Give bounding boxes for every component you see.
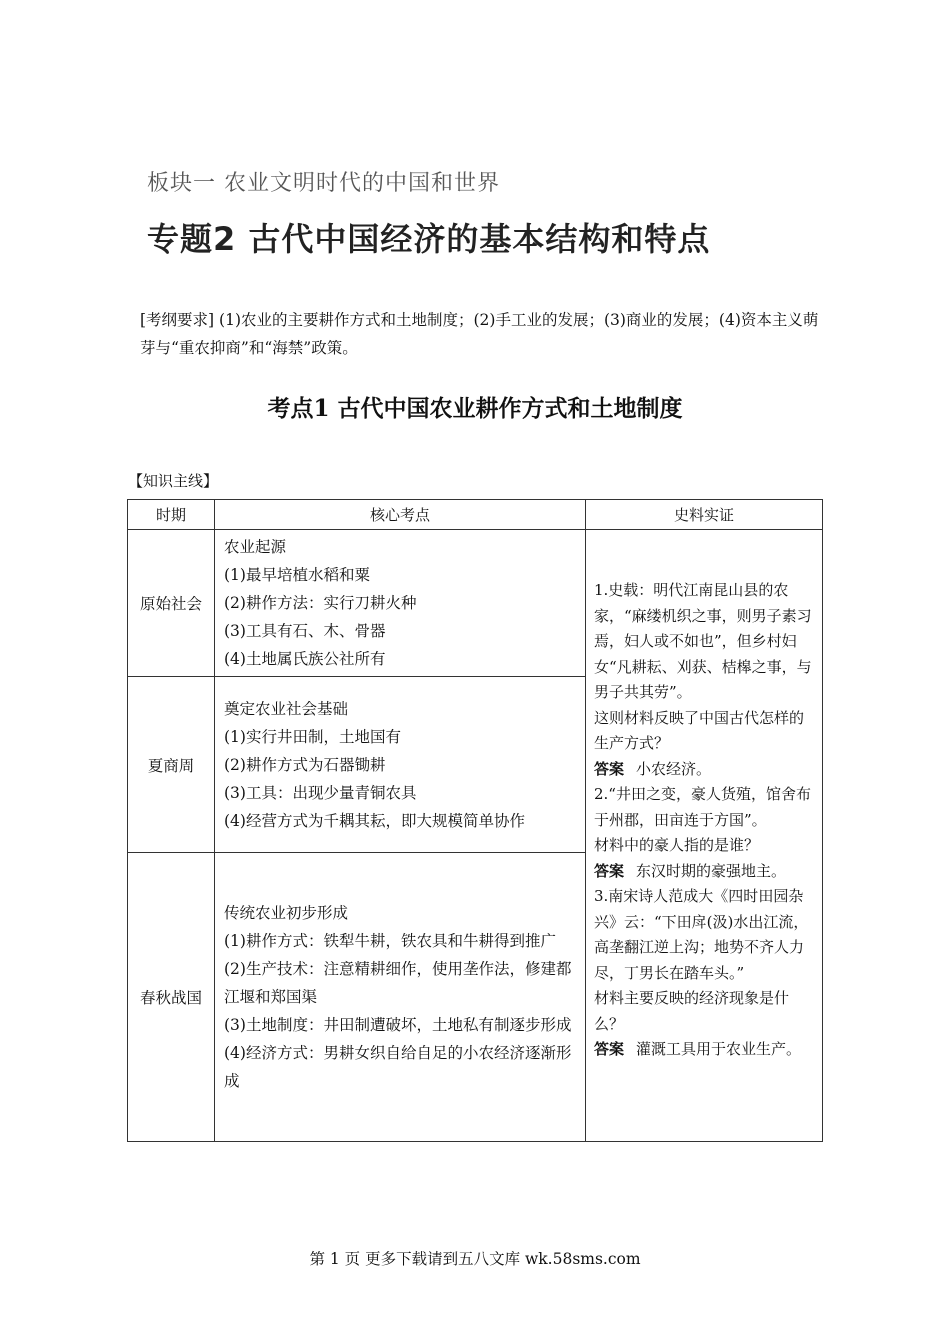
core-point: (4)经营方式为千耦其耘，即大规模简单协作 [224,811,525,830]
core-point: (3)工具：出现少量青铜农具 [224,783,417,802]
evidence-answer [594,1037,814,1063]
table-header-row [128,500,823,530]
topic-title: 专题2 古代中国经济的基本结构和特点 [147,220,711,258]
evidence-cell [586,530,823,1142]
evidence-answer [594,859,814,885]
section-label: 板块一 农业文明时代的中国和世界 [147,171,500,196]
syllabus-requirements [140,306,820,362]
syllabus-label: [考纲要求] [140,311,215,329]
period-cell: 夏商周 [128,677,215,853]
answer-text: 灌溉工具用于农业生产。 [636,1040,802,1058]
evidence-material: 3.南宋诗人范成大《四时田园杂兴》云：“下田戽(汲)水出江流，高垄翻江逆上沟；地势不齐人力尽，丁男长在踏车头。” [594,887,809,982]
answer-label: 答案 [594,861,625,880]
core-point: (3)土地制度：井田制遭破坏，土地私有制逐步形成 [224,1016,572,1034]
core-point: (2)耕作方式为石器锄耕 [224,755,386,774]
evidence-answer [594,757,814,783]
core-point: (1)耕作方式：铁犁牛耕，铁农具和牛耕得到推广 [224,932,556,950]
answer-text: 小农经济。 [636,759,712,778]
evidence-question: 材料主要反映的经济现象是什么？ [594,989,790,1033]
evidence-question: 这则材料反映了中国古代怎样的生产方式？ [594,708,805,752]
header-evidence: 史料实证 [586,500,823,530]
page-footer: 第 1 页 更多下载请到五八文库 wk.58sms.com [309,1250,641,1268]
core-points-cell [215,677,586,853]
core-points-cell [215,530,586,677]
core-points-cell [215,853,586,1142]
header-core-points: 核心考点 [215,500,586,530]
core-point: (2)耕作方法：实行刀耕火种 [224,594,417,612]
core-point: 奠定农业社会基础 [224,699,349,718]
core-point: (3)工具有石、木、骨器 [224,622,386,640]
core-point: (2)生产技术：注意精耕细作，使用垄作法，修建都江堰和郑国渠 [224,960,572,1006]
knowledge-line-label: 【知识主线】 [128,472,219,490]
evidence-material: 2.“井田之变，豪人货殖，馆舍布于州郡，田亩连于方国”。 [594,785,811,829]
core-point: (4)土地属氏族公社所有 [224,650,386,668]
period-cell: 春秋战国 [128,853,215,1142]
core-point: 农业起源 [224,538,287,556]
core-point: (1)实行井田制，土地国有 [224,727,401,746]
period-cell: 原始社会 [128,530,215,677]
evidence-question: 材料中的豪人指的是谁？ [594,836,760,854]
core-point: 传统农业初步形成 [224,904,349,922]
knowledge-table [127,499,823,1142]
core-point: (4)经济方式：男耕女织自给自足的小农经济逐渐形成 [224,1044,572,1090]
answer-label: 答案 [594,759,625,778]
table-row [128,530,823,677]
answer-text: 东汉时期的豪强地主。 [636,861,787,880]
core-point: (1)最早培植水稻和粟 [224,566,370,584]
syllabus-text: (1)农业的主要耕作方式和土地制度；(2)手工业的发展；(3)商业的发展；(4)资本主义萌芽与“重农抑商”和“海禁”政策。 [140,311,819,357]
evidence-material: 1.史载：明代江南昆山县的农家，“麻缕机织之事，则男子素习焉，妇人或不如也”，但乡村妇女“凡耕耘、刈获、桔槔之事，与男子共其劳”。 [594,581,812,701]
point-heading: 考点1 古代中国农业耕作方式和土地制度 [267,395,683,422]
header-period: 时期 [128,500,215,530]
answer-label: 答案 [594,1040,625,1058]
